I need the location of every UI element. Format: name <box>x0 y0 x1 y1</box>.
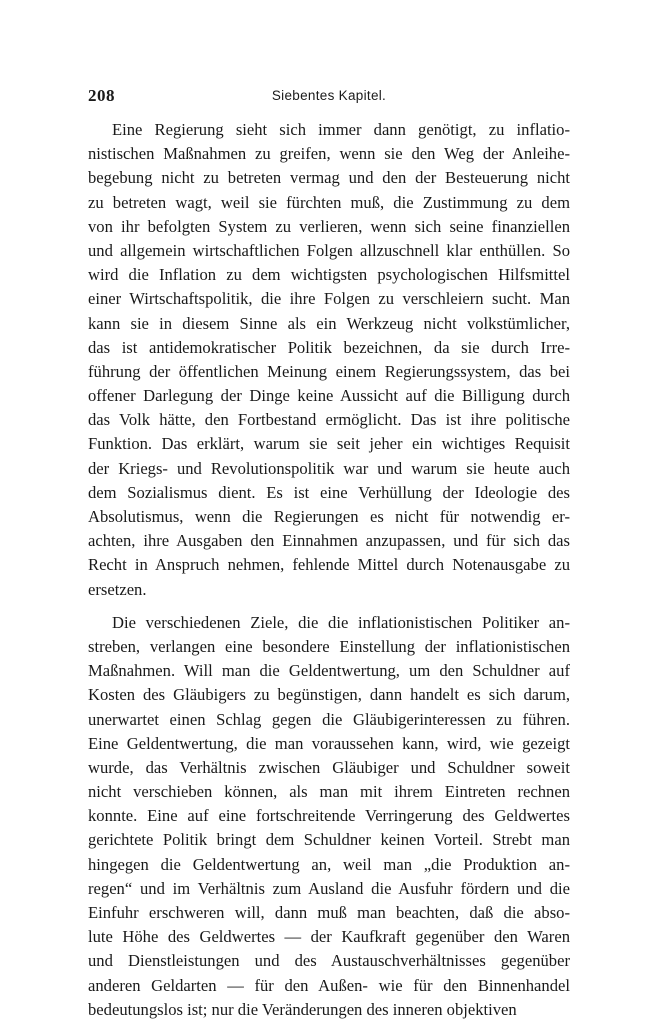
text-line: wurde, das Verhältnis zwischen Gläubiger und Schuldner soweit <box>88 757 570 777</box>
body-text <box>88 118 570 1022</box>
text-line: hingegen die Geldentwertung an, weil man „die Produktion an- <box>88 854 570 874</box>
text-line: konnte. Eine auf eine fortschreitende Verringerung des Geldwertes <box>88 806 570 826</box>
text-line: Einfuhr erschweren will, dann muß man beachten, daß die abso- <box>88 903 570 922</box>
text-line: das Volk hätte, den Fortbestand ermöglicht. Das ist ihre politische <box>88 410 570 430</box>
text-line: Absolutismus, wenn die Regierungen es nicht für notwendig er- <box>88 507 570 526</box>
text-line: anderen Geldarten — für den Außen- wie für den Binnenhandel <box>88 975 570 995</box>
text-line: kann sie in diesem Sinne als ein Werkzeug nicht volkstümlicher, <box>88 313 570 333</box>
text-line: das ist antidemokratischer Politik bezeichnen, da sie durch Irre- <box>88 337 570 357</box>
text-line: offener Darlegung der Dinge keine Aussicht auf die Billigung durch <box>88 386 570 406</box>
text-line: nicht verschieben können, als man mit ihrem Eintreten rechnen <box>88 782 570 802</box>
text-line: Funktion. Das erklärt, warum sie seit jeher ein wichtiges Requisit <box>88 434 570 454</box>
text-line: wird die Inflation zu dem wichtigsten psychologischen Hilfsmittel <box>88 265 570 285</box>
text-line: regen“ und im Verhältnis zum Ausland die Ausfuhr fördern und die <box>88 878 570 898</box>
text-line: einer Wirtschaftspolitik, die ihre Folgen zu verschleiern sucht. Man <box>88 289 570 309</box>
text-line: nistischen Maßnahmen zu greifen, wenn sie den Weg der Anleihe- <box>88 144 570 164</box>
text-line: achten, ihre Ausgaben den Einnahmen anzupassen, und für sich das <box>88 531 570 551</box>
text-line: bedeutungslos ist; nur die Veränderungen des inneren objektiven <box>88 999 517 1019</box>
text-line: dem Sozialismus dient. Es ist eine Verhüllung der Ideologie des <box>88 482 570 502</box>
text-line: gerichtete Politik bringt dem Schuldner keinen Vorteil. Strebt man <box>88 830 570 850</box>
text-line: und Dienstleistungen und des Austauschverhältnisses gegenüber <box>88 951 570 971</box>
running-head: Siebentes Kapitel. <box>271 88 387 103</box>
text-line: Eine Regierung sieht sich immer dann genötigt, zu inflatio- <box>112 120 570 139</box>
text-line: führung der öffentlichen Meinung einem Regierungssystem, das bei <box>88 361 570 381</box>
page-number: 208 <box>88 86 115 105</box>
text-line: Maßnahmen. Will man die Geldentwertung, um den Schuldner auf <box>88 661 570 681</box>
paragraph <box>88 118 570 602</box>
text-line: streben, verlangen eine besondere Einstellung der inflationistischen <box>88 636 570 656</box>
text-line: zu betreten wagt, weil sie fürchten muß, die Zustimmung zu dem <box>88 192 570 212</box>
text-line: Kosten des Gläubigers zu begünstigen, dann handelt es sich darum, <box>88 685 570 705</box>
text-line: Eine Geldentwertung, die man voraussehen kann, wird, wie gezeigt <box>88 733 570 753</box>
text-line: begebung nicht zu betreten vermag und den der Besteuerung nicht <box>88 168 570 188</box>
page-header <box>88 86 570 108</box>
text-line: Recht in Anspruch nehmen, fehlende Mittel durch Notenausgabe zu <box>88 555 570 575</box>
text-line: Die verschiedenen Ziele, die die inflationistischen Politiker an- <box>112 612 570 632</box>
text-line: lute Höhe des Geldwertes — der Kaufkraft gegenüber den Waren <box>88 927 570 947</box>
text-line: der Kriegs- und Revolutionspolitik war und warum sie heute auch <box>88 458 570 478</box>
paragraph <box>88 611 570 1022</box>
text-line: unerwartet einen Schlag gegen die Gläubigerinteressen zu führen. <box>88 709 570 729</box>
text-line: ersetzen. <box>88 579 147 599</box>
text-line: von ihr befolgten System zu verlieren, wenn sich seine finanziellen <box>88 216 570 236</box>
text-line: und allgemein wirtschaftlichen Folgen allzuschnell klar enthüllen. So <box>88 240 570 260</box>
